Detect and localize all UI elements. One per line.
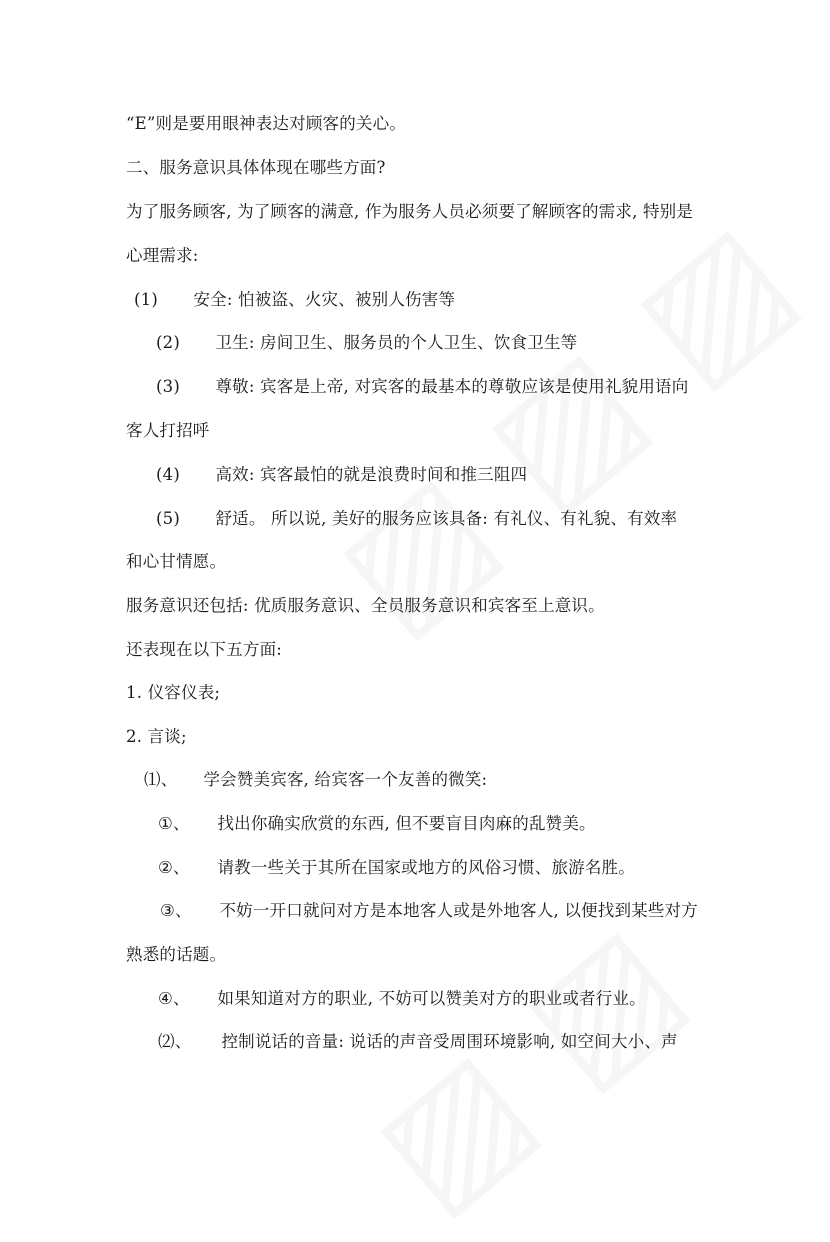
list-marker: ②、 [158, 858, 190, 877]
line-text: 熟悉的话题。 [126, 945, 227, 964]
list-marker: (2) [156, 333, 180, 352]
list-item-text: 不妨一开口就问对方是本地客人或是外地客人, 以便找到某些对方 [219, 901, 698, 920]
text-line [126, 245, 199, 267]
list-item [134, 289, 455, 311]
watermark [343, 892, 712, 1241]
watermark [306, 190, 824, 664]
list-item-text: 学会赞美宾客, 给宾客一个友善的微笑: [203, 770, 488, 789]
line-text: 客人打招呼 [126, 421, 210, 440]
list-item-text: 控制说话的音量: 说话的声音受周围环境影响, 如空间大小、声 [221, 1032, 678, 1051]
numbered-item [126, 726, 187, 748]
list-marker: ⑴、 [144, 770, 178, 789]
list-item [156, 332, 577, 354]
list-item-text: 高效: 宾客最怕的就是浪费时间和推三阻四 [215, 465, 528, 484]
list-item-text: 请教一些关于其所在国家或地方的风俗习惯、旅游名胜。 [217, 858, 635, 877]
list-marker: (3) [156, 377, 180, 396]
line-text: 为了服务顾客, 为了顾客的满意, 作为服务人员必须要了解顾客的需求, 特别是 [126, 202, 694, 221]
list-item [158, 988, 646, 1010]
list-item-text: 安全: 怕被盗、火灾、被别人伤害等 [193, 290, 456, 309]
list-marker: (4) [156, 465, 180, 484]
list-marker: ⑵、 [158, 1032, 192, 1051]
list-item [144, 769, 487, 791]
numbered-item [126, 682, 220, 704]
list-item [156, 464, 527, 486]
list-marker: (1) [134, 290, 158, 309]
list-item [158, 813, 596, 835]
list-item-text: 尊敬: 宾客是上帝, 对宾客的最基本的尊敬应该是使用礼貌用语向 [215, 377, 689, 396]
text-line [126, 944, 226, 966]
text-line [126, 595, 605, 617]
list-item-text: 如果知道对方的职业, 不妨可以赞美对方的职业或者行业。 [217, 989, 646, 1008]
list-item-text: 卫生: 房间卫生、服务员的个人卫生、饮食卫生等 [215, 333, 578, 352]
text-line [126, 201, 693, 223]
text-line [126, 639, 282, 661]
list-item [158, 1031, 678, 1053]
line-text: 心理需求: [126, 246, 199, 265]
line-text: 2. 言谈; [126, 727, 187, 746]
list-item [156, 508, 677, 530]
list-item [158, 857, 635, 879]
text-line [126, 551, 226, 573]
list-item-text: 舒适。 所以说, 美好的服务应该具备: 有礼仪、有礼貌、有效率 [215, 509, 678, 528]
line-text: 二、服务意识具体体现在哪些方面? [126, 158, 386, 177]
list-marker: ④、 [158, 989, 190, 1008]
line-text: 还表现在以下五方面: [126, 640, 283, 659]
list-item [160, 900, 698, 922]
line-text: 服务意识还包括: 优质服务意识、全员服务意识和宾客至上意识。 [126, 596, 605, 615]
list-marker: (5) [156, 509, 180, 528]
list-marker: ①、 [158, 814, 190, 833]
list-marker: ③、 [160, 901, 192, 920]
list-item [156, 376, 688, 398]
list-item-text: 找出你确实欣赏的东西, 但不要盲目肉麻的乱赞美。 [217, 814, 596, 833]
text-line [126, 420, 210, 442]
line-text: 1. 仪容仪表; [126, 683, 221, 702]
line-text: 和心甘情愿。 [126, 552, 227, 571]
line-text: “E”则是要用眼神表达对顾客的关心。 [126, 114, 407, 133]
section-heading [126, 157, 386, 179]
text-line [126, 113, 406, 135]
